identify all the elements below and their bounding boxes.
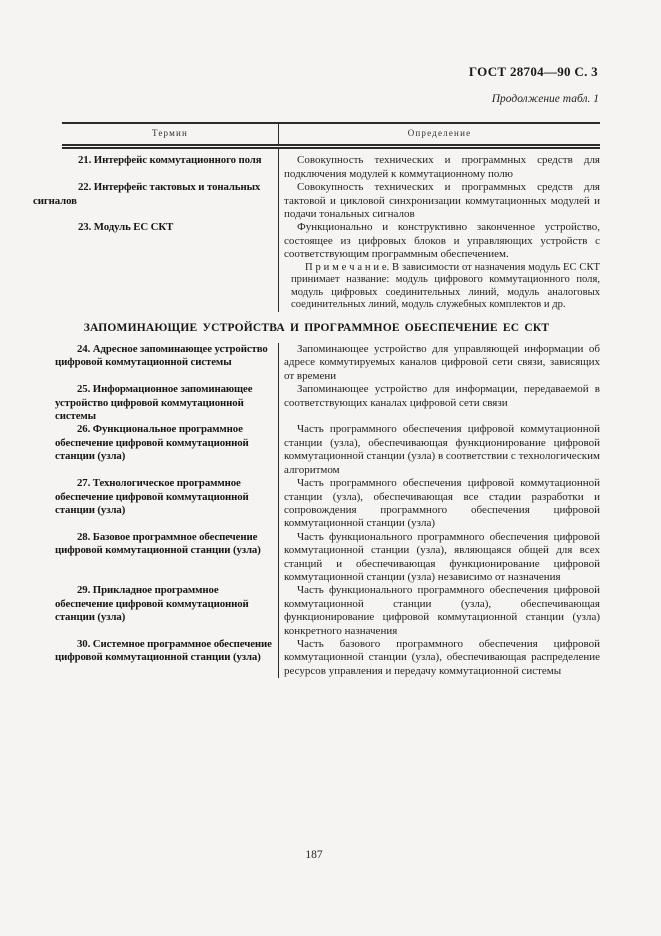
term-cell: 28. Базовое программное обеспечение цифровой коммутационной станции (узла) xyxy=(33,531,279,585)
definition-cell xyxy=(279,423,600,477)
definition-text: Запоминающее устройство для управляющей информации об адресе коммутируемых каналов цифровой сети связи, зависящих от времени xyxy=(284,343,600,382)
page-number: 187 xyxy=(305,849,323,861)
definition-text: Часть программного обеспечения цифровой коммутационной станции (узла), обеспечивающая функционирование цифровой коммутационной станции (узла) в соответствии с технологическим алгоритмом xyxy=(284,423,600,476)
definition-text: Совокупность технических и программных средств для тактовой и цикловой синхронизации коммутационных модулей и подачи тональных сигналов xyxy=(284,181,600,221)
term-cell: 30. Системное программное обеспечение цифровой коммутационной станции (узла) xyxy=(33,638,279,678)
table-row xyxy=(33,149,600,181)
definition-cell xyxy=(279,221,600,312)
definition-cell xyxy=(279,149,600,181)
term-cell: 25. Информационное запоминающее устройство цифровой коммутационной системы xyxy=(33,383,279,423)
definition-text: Часть программного обеспечения цифровой коммутационной станции (узла), обеспечивающая все стадии разработки и сопровождения программного обеспечения цифровой коммутационной станции (узла) xyxy=(284,477,600,530)
term-cell: 26. Функциональное программное обеспечение цифровой коммутационной станции (узла) xyxy=(33,423,279,477)
table-row xyxy=(33,181,600,221)
term-column-header: Термин xyxy=(62,124,279,144)
table-row xyxy=(33,531,600,585)
table-header-row xyxy=(62,122,600,149)
definition-cell xyxy=(279,477,600,531)
definition-cell xyxy=(279,383,600,423)
terms-table-part2 xyxy=(33,343,600,678)
terms-table-part1 xyxy=(33,122,600,312)
definition-cell xyxy=(279,181,600,221)
note-text: П р и м е ч а н и е. В зависимости от назначения модуль ЕС СКТ принимает название: модуль цифрового коммутационного поля, модуль цифровых соединительных линий, модуль аналоговых соединительных линий, модуль служебных комплектов и др. xyxy=(291,261,600,311)
term-cell: 21. Интерфейс коммутационного поля xyxy=(33,149,279,181)
page-content xyxy=(33,122,600,678)
definition-text: Часть функционального программного обеспечения цифровой коммутационной станции (узла), являющаяся общей для всех станций и обеспечивающая функционирование цифровой коммутационной станции (узла) независимо от назначения xyxy=(284,530,600,583)
table-continuation-label: Продолжение табл. 1 xyxy=(491,93,599,105)
definition-cell xyxy=(279,638,600,678)
definition-text: Запоминающее устройство для информации, передаваемой в соответствующих каналах цифровой сети связи xyxy=(284,383,600,409)
table-row xyxy=(33,423,600,477)
table-row xyxy=(33,221,600,312)
term-cell: 24. Адресное запоминающее устройство цифровой коммутационной системы xyxy=(33,343,279,383)
definition-text: Часть функционального программного обеспечения цифровой коммутационной станции (узла), обеспечивающая функционирование цифровой коммутационной станции (узла) конкретного назначения xyxy=(284,584,600,637)
definition-text: Совокупность технических и программных средств для подключения модулей к коммутационному полю xyxy=(284,154,600,180)
table-row xyxy=(33,584,600,638)
definition-text: Функционально и конструктивно законченное устройство, состоящее из цифровых блоков и управляющих устройств с соответствующим программным обеспечением. xyxy=(284,221,600,261)
table-row xyxy=(33,343,600,383)
term-cell: 22. Интерфейс тактовых и тональных сигналов xyxy=(33,181,279,221)
table-row xyxy=(33,383,600,423)
definition-column-header: Определение xyxy=(407,128,472,138)
table-row xyxy=(33,477,600,531)
document-reference: ГОСТ 28704—90 С. 3 xyxy=(468,64,598,79)
section-heading: ЗАПОМИНАЮЩИЕ УСТРОЙСТВА И ПРОГРАММНОЕ ОБЕСПЕЧЕНИЕ ЕС СКТ xyxy=(83,322,550,335)
term-cell: 29. Прикладное программное обеспечение цифровой коммутационной станции (узла) xyxy=(33,584,279,638)
definition-cell xyxy=(279,584,600,638)
definition-text: Часть базового программного обеспечения цифровой коммутационной станции (узла), обеспечивающая распределение ресурсов управления и передачу коммутационной системы xyxy=(284,637,600,677)
term-cell: 27. Технологическое программное обеспечение цифровой коммутационной станции (узла) xyxy=(33,477,279,531)
term-cell: 23. Модуль ЕС СКТ xyxy=(33,221,279,312)
table-row xyxy=(33,638,600,678)
definition-cell xyxy=(279,531,600,585)
definition-cell xyxy=(279,343,600,383)
